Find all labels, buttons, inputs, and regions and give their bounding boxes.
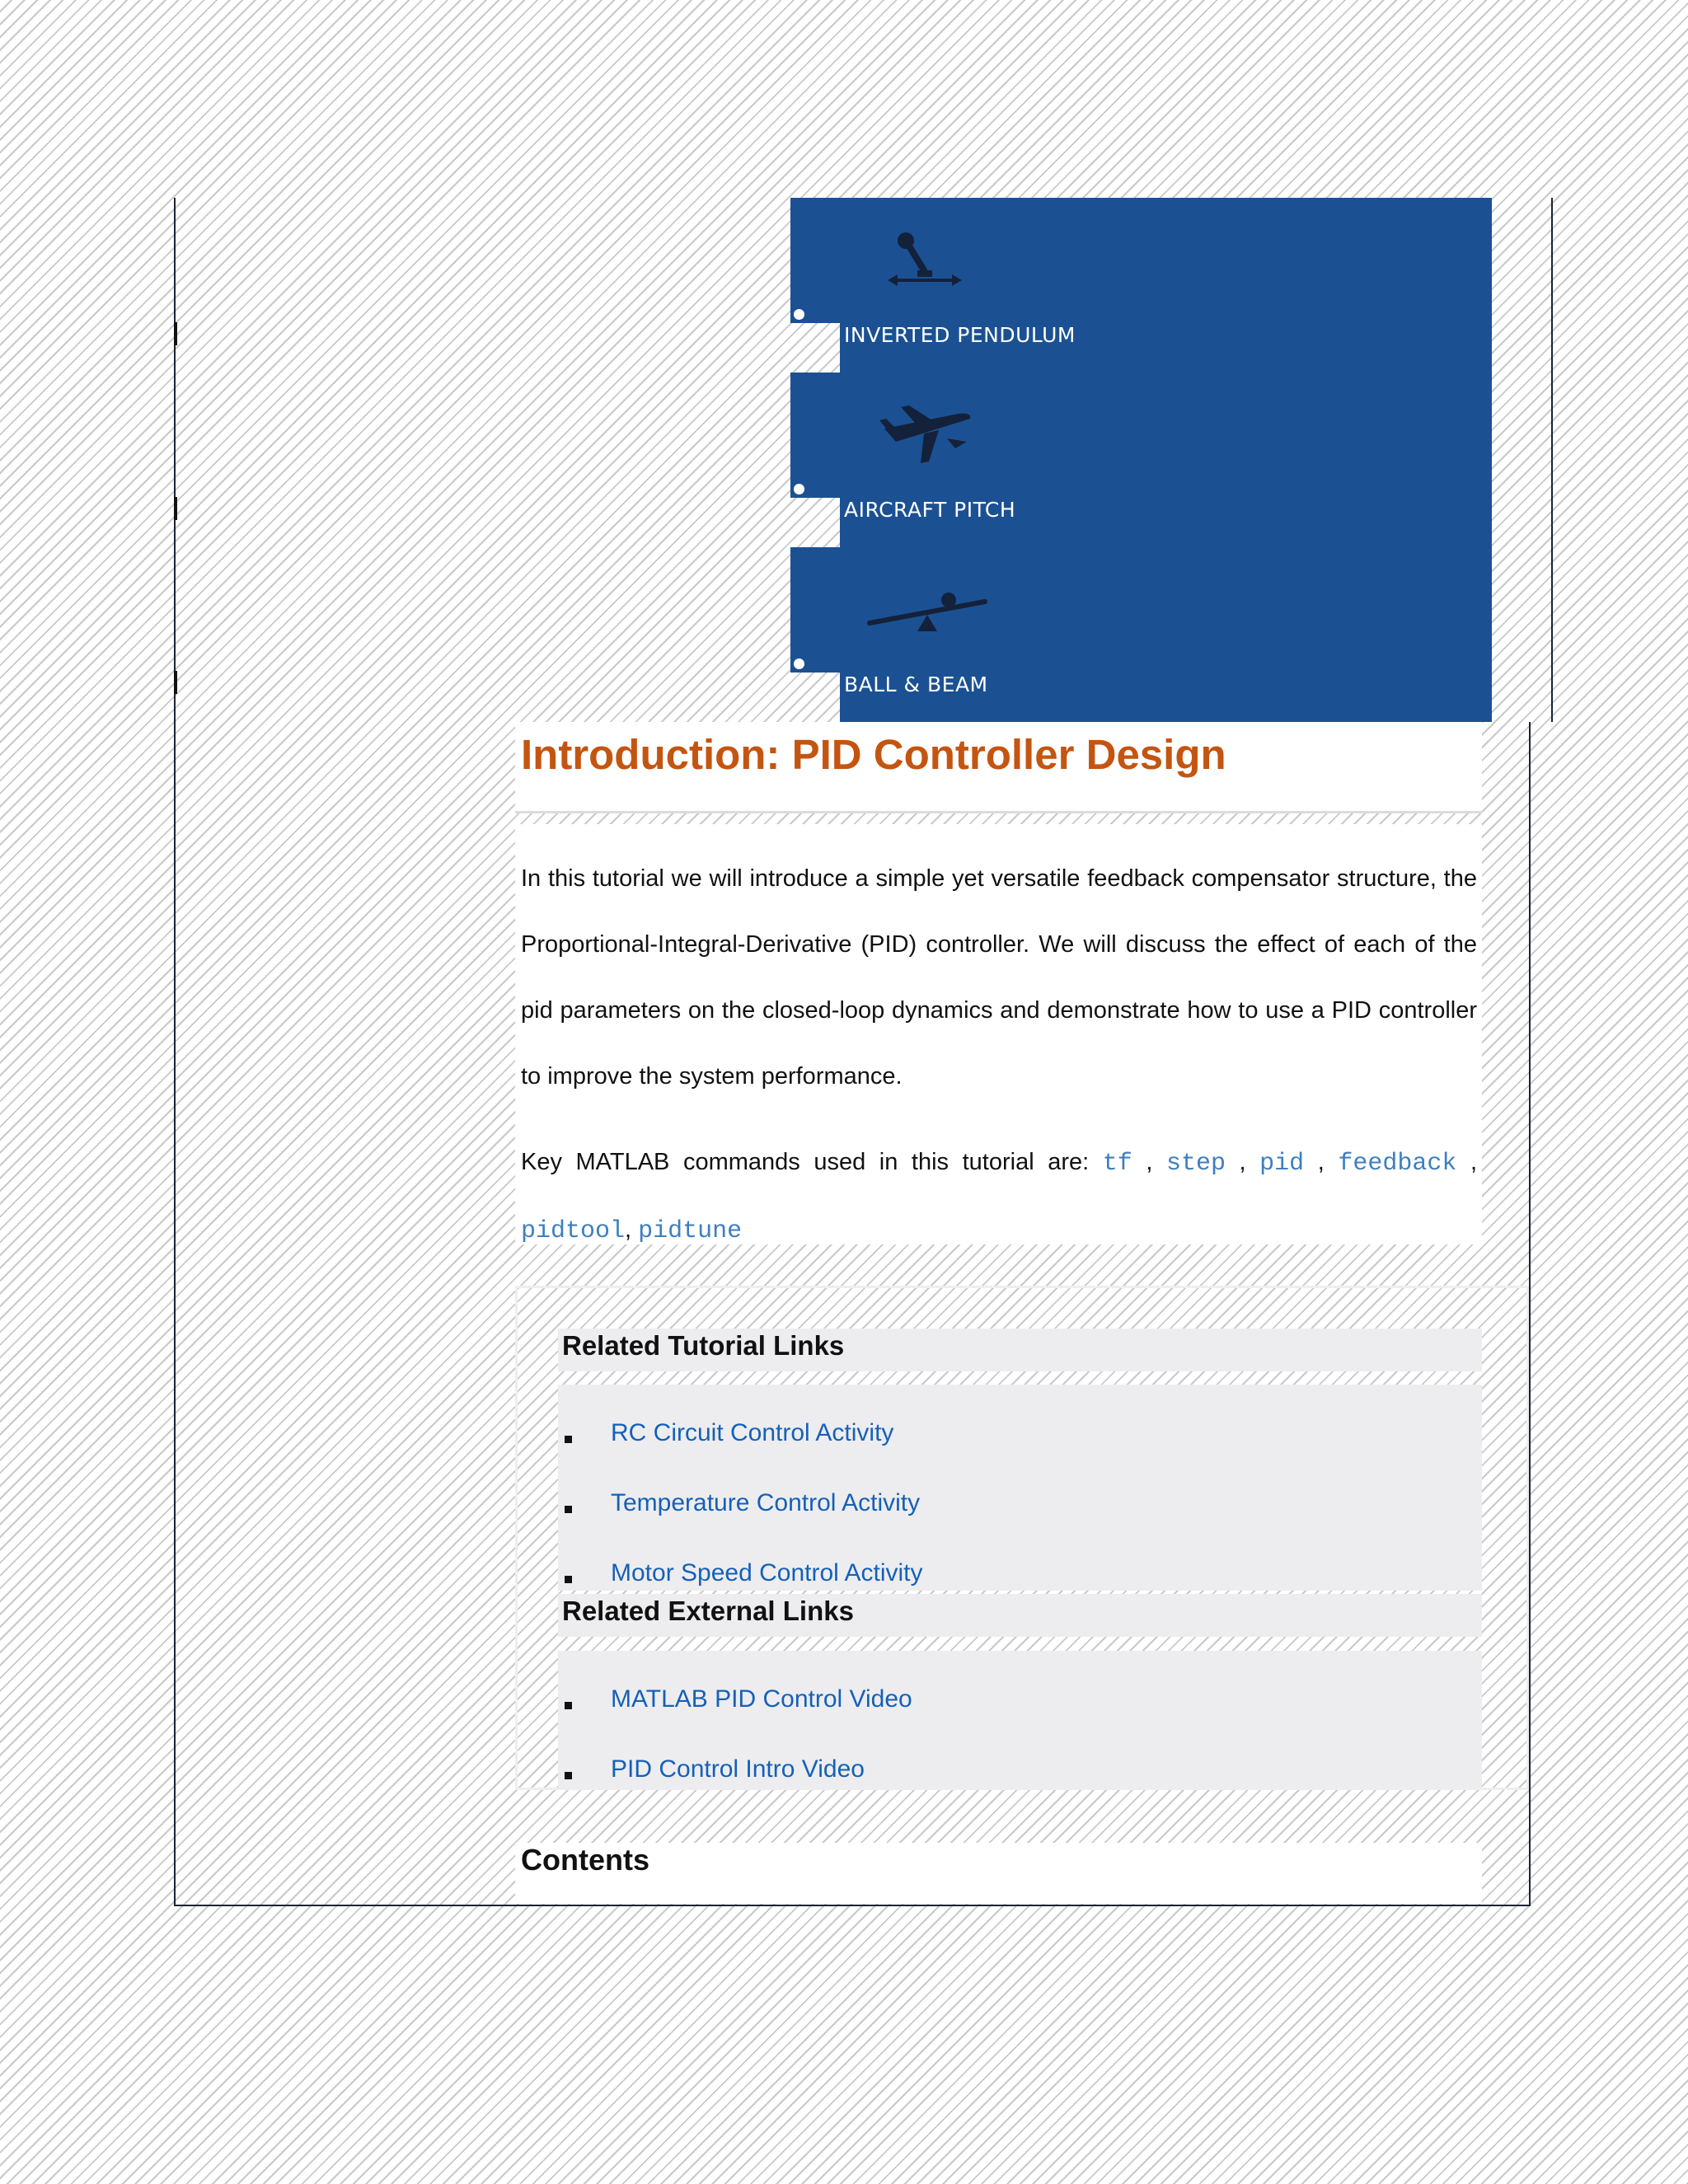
related-tutorial-title: Related Tutorial Links — [562, 1330, 845, 1361]
page-title: Introduction: PID Controller Design — [521, 731, 1226, 778]
related-external-title: Related External Links — [562, 1596, 854, 1626]
square-bullet-icon — [565, 1772, 572, 1779]
nav-bullet — [794, 484, 804, 494]
command-link[interactable]: pidtune — [638, 1217, 743, 1245]
comma: , — [625, 1216, 632, 1243]
nav-item-label: BALL & BEAM — [844, 673, 988, 696]
ball-and-beam-icon — [866, 577, 990, 639]
frame-marker — [174, 671, 177, 694]
frame-marker — [174, 322, 177, 345]
nav-bullet — [794, 658, 804, 669]
nav-item-label: AIRCRAFT PITCH — [844, 498, 1016, 522]
related-external-header — [558, 1594, 1482, 1637]
square-bullet-icon — [565, 1506, 572, 1513]
related-tutorial-link[interactable]: RC Circuit Control Activity — [611, 1419, 894, 1446]
system-nav-menu — [790, 198, 1492, 722]
nav-item-label: INVERTED PENDULUM — [844, 323, 1076, 347]
related-external-link[interactable]: MATLAB PID Control Video — [611, 1685, 912, 1713]
contents-heading: Contents — [521, 1843, 649, 1877]
command-link[interactable]: pidtool — [521, 1217, 626, 1245]
intro-paragraph: In this tutorial we will introduce a simple yet versatile feedback compensator structure, the Proportional-Integral-Derivative (PID) controller. We will discuss the effect of each of the pid parameters on the closed-loop dynamics and demonstrate how to use a PID controller to improve the system performance. — [521, 865, 1477, 1090]
square-bullet-icon — [565, 1436, 572, 1443]
square-bullet-icon — [565, 1576, 572, 1583]
comma: , — [1239, 1149, 1246, 1175]
commands-label: Key MATLAB commands used in this tutorial are: — [521, 1149, 1090, 1175]
list-item — [558, 1489, 1482, 1530]
command-link[interactable]: tf — [1102, 1150, 1132, 1178]
title-section — [515, 722, 1482, 813]
nav-item-aircraft-pitch[interactable] — [790, 373, 1492, 547]
command-link[interactable]: feedback — [1338, 1150, 1457, 1178]
command-link[interactable]: step — [1165, 1150, 1226, 1178]
related-tutorial-link[interactable]: Temperature Control Activity — [611, 1489, 921, 1516]
nav-item-ball-and-beam[interactable] — [790, 547, 1492, 722]
related-tutorial-list — [558, 1385, 1482, 1591]
comma: , — [1470, 1149, 1477, 1175]
list-item — [558, 1685, 1482, 1727]
contents-section — [515, 1843, 1482, 1904]
nav-item-inverted-pendulum[interactable] — [790, 198, 1492, 373]
related-tutorial-link[interactable]: Motor Speed Control Activity — [611, 1559, 923, 1586]
intro-section — [515, 824, 1482, 1244]
nav-bullet — [794, 309, 804, 320]
related-tutorial-header — [558, 1329, 1482, 1371]
square-bullet-icon — [565, 1702, 572, 1709]
comma: , — [1146, 1149, 1153, 1175]
inverted-pendulum-icon — [886, 229, 965, 298]
frame-marker — [174, 497, 177, 520]
list-item — [558, 1419, 1482, 1460]
list-item — [558, 1755, 1482, 1797]
comma: , — [1317, 1149, 1325, 1175]
related-external-list — [558, 1651, 1482, 1789]
command-link[interactable]: pid — [1259, 1150, 1305, 1178]
related-external-link[interactable]: PID Control Intro Video — [611, 1755, 865, 1783]
aircraft-icon — [876, 404, 975, 474]
commands-paragraph — [521, 1129, 1477, 1264]
